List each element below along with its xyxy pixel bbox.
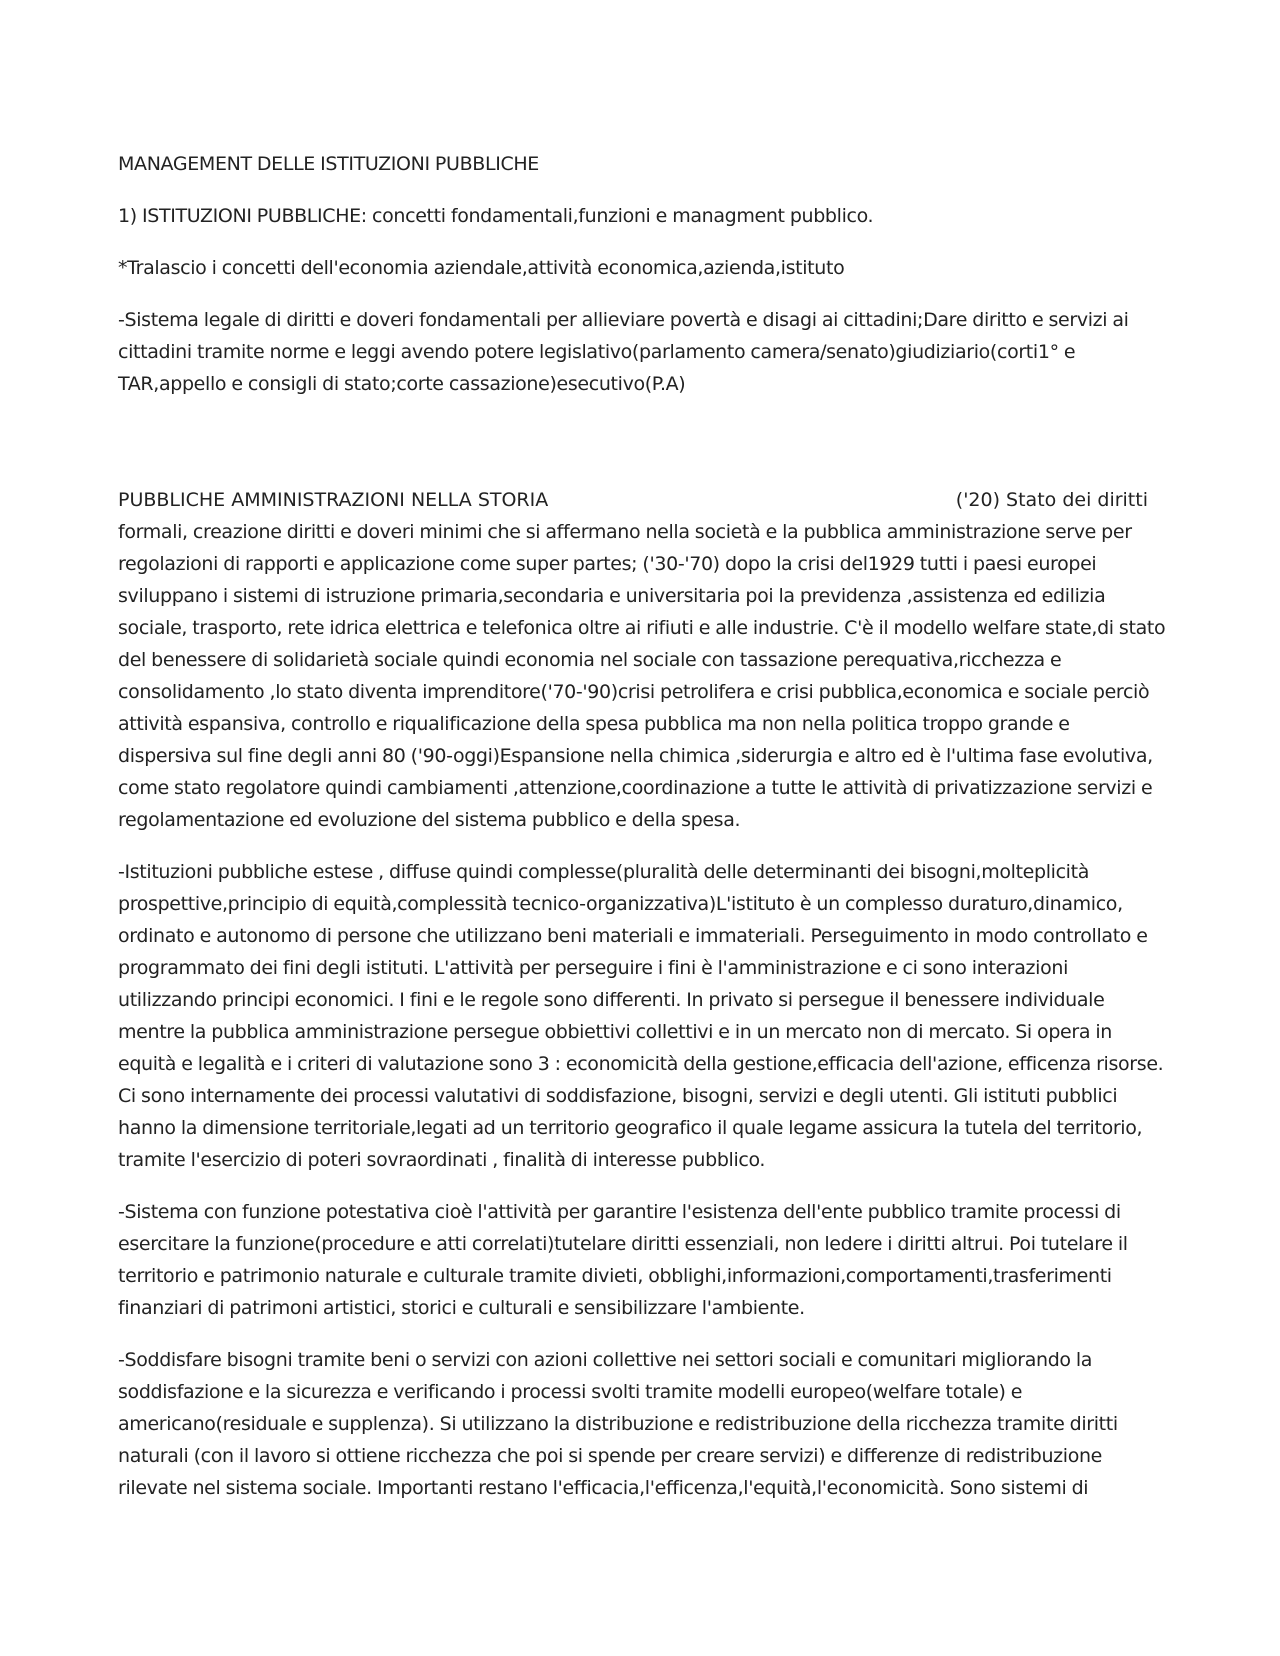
paragraph-institutions: -Istituzioni pubbliche estese , diffuse quindi complesse(pluralità delle determinanti dei bisogni,molteplicità prospettive,principio di equità,complessità tecnico-organizzativa)L'istituto è un complesso duraturo,dinamico, ordinato e autonomo di persone che utilizzano beni materiali e immateriali. Perseguimento in modo controllato e programmato dei fini degli istituti. L'attività per perseguire i fini è l'amministrazione e ci sono interazioni utilizzando principi economici. I fini e le regole sono differenti. In privato si persegue il benessere individuale mentre la pubblica amministrazione persegue obbiettivi collettivi e in un mercato non di mercato. Si opera in equità e legalità e i criteri di valutazione sono 3 : economicità della gestione,efficacia dell'azione, efficenza risorse. Ci sono internamente dei processi valutativi di soddisfazione, bisogni, servizi e degli utenti. Gli istituti pubblici hanno la dimensione territoriale,legati ad un territorio geografico il quale legame assicura la tutela del territorio, tramite l'esercizio di poteri sovraordinati , finalità di interesse pubblico. (118, 861, 1164, 1171)
document-title: MANAGEMENT DELLE ISTITUZIONI PUBBLICHE (118, 153, 539, 175)
section-heading: 1) ISTITUZIONI PUBBLICHE: concetti fondamentali,funzioni e managment pubblico. (118, 205, 874, 227)
blank-space (118, 420, 1168, 484)
note-paragraph: *Tralascio i concetti dell'economia aziendale,attività economica,azienda,istituto (118, 257, 845, 279)
history-lead: ('20) Stato dei diritti (955, 489, 1148, 511)
paragraph-legal-system: -Sistema legale di diritti e doveri fondamentali per allieviare povertà e disagi ai cittadini;Dare diritto e servizi ai cittadini tramite norme e leggi avendo potere legislativo(parlamento camera/senato)giudiziario(corti1° e TAR,appello e consigli di stato;corte cassazione)esecutivo(P.A) (118, 309, 1129, 395)
document-body (118, 148, 1168, 1524)
paragraph-potestative-function: -Sistema con funzione potestativa cioè l'attività per garantire l'esistenza dell'ente pubblico tramite processi di esercitare la funzione(procedure e atti correlati)tutelare diritti essenziali, non ledere i diritti altrui. Poi tutelare il territorio e patrimonio naturale e culturale tramite divieti, obblighi,informazioni,comportamenti,trasferimenti finanziari di patrimoni artistici, storici e culturali e sensibilizzare l'ambiente. (118, 1201, 1128, 1319)
history-block (118, 484, 1168, 836)
history-heading: PUBBLICHE AMMINISTRAZIONI NELLA STORIA (118, 489, 549, 511)
paragraph-needs: -Soddisfare bisogni tramite beni o servizi con azioni collettive nei settori sociali e comunitari migliorando la soddisfazione e la sicurezza e verificando i processi svolti tramite modelli europeo(welfare totale) e americano(residuale e supplenza). Si utilizzano la distribuzione e redistribuzione della ricchezza tramite diritti naturali (con il lavoro si ottiene ricchezza che poi si spende per creare servizi) e differenze di redistribuzione rilevate nel sistema sociale. Importanti restano l'efficacia,l'efficenza,l'equità,l'economicità. Sono sistemi di (118, 1349, 1118, 1499)
paragraph-history: formali, creazione diritti e doveri minimi che si affermano nella società e la pubblica amministrazione serve per regolazioni di rapporti e applicazione come super partes; ('30-'70) dopo la crisi del1929 tutti i paesi europei sviluppano i sistemi di istruzione primaria,secondaria e universitaria poi la previdenza ,assistenza ed edilizia sociale, trasporto, rete idrica elettrica e telefonica oltre ai rifiuti e alle industrie. C'è il modello welfare state,di stato del benessere di solidarietà sociale quindi economia nel sociale con tassazione perequativa,ricchezza e consolidamento ,lo stato diventa imprenditore('70-'90)crisi petrolifera e crisi pubblica,economica e sociale perciò attività espansiva, controllo e riqualificazione della spesa pubblica ma non nella politica troppo grande e dispersiva sul fine degli anni 80 ('90-oggi)Espansione nella chimica ,siderurgia e altro ed è l'ultima fase evolutiva, come stato regolatore quindi cambiamenti ,attenzione,coordinazione a tutte le attività di privatizzazione servizi e regolamentazione ed evoluzione del sistema pubblico e della spesa. (118, 521, 1166, 831)
history-heading-line (118, 484, 1168, 516)
